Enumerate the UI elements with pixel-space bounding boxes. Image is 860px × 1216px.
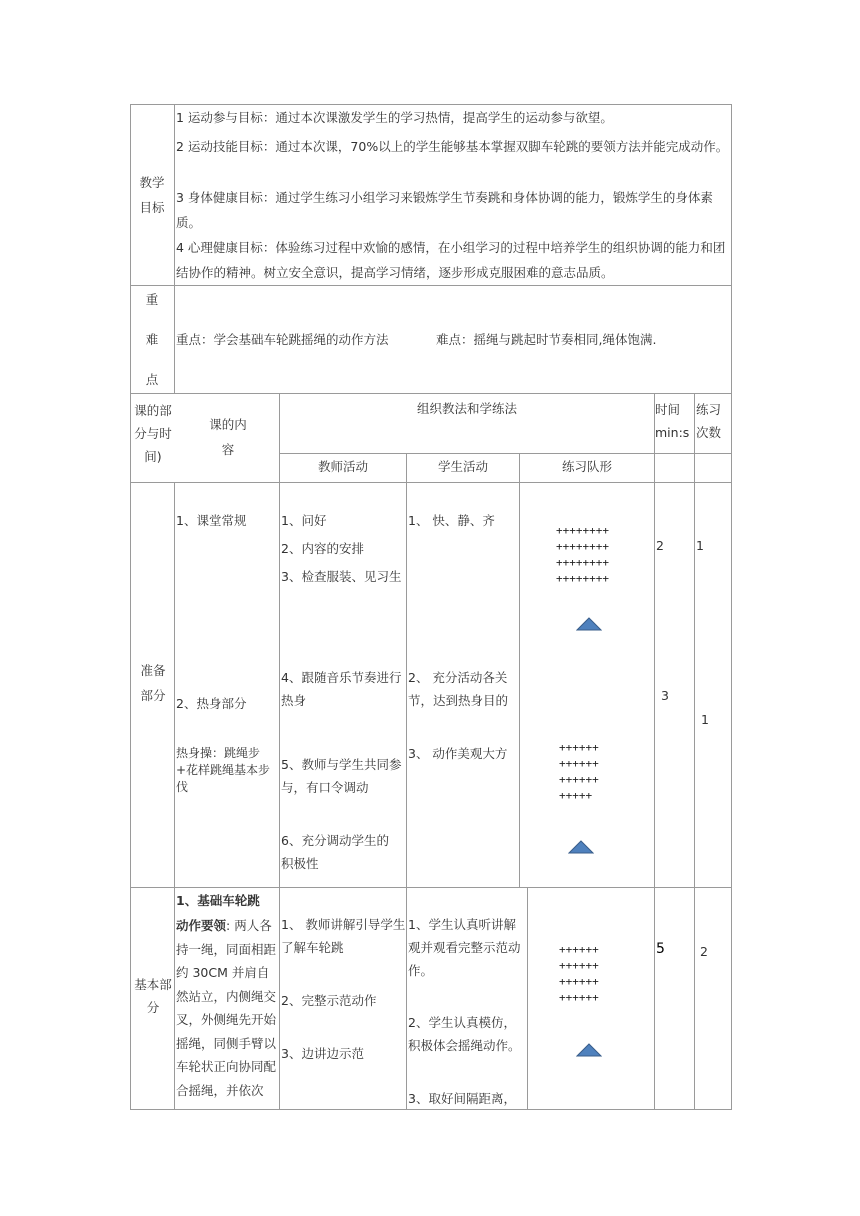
basic-time: 5 [656,941,665,957]
prep-label: 准备部分 [140,663,166,703]
prep-teacher-2: 2、内容的安排 [281,541,364,556]
prep-teacher-3: 3、检查服装、见习生 [281,569,402,584]
prep-time-2: 3 [661,688,669,703]
header-student: 学生活动 [437,459,488,474]
header-time: 时间 min:s [655,402,690,440]
formation-row: ++++++++ [556,540,609,553]
key-points-label-1: 重 [145,292,159,307]
key-points-label-2: 难 [145,332,159,347]
objective-line-2: 2 运动技能目标：通过本次课，70%以上的学生能够基本掌握双脚车轮跳的要领方法并能完成动作。 [176,139,729,154]
grid-line [406,453,407,1110]
basic-teacher-2: 2、完整示范动作 [281,993,377,1008]
grid-line [130,393,732,394]
grid-line [130,104,131,1110]
grid-line [527,887,528,1110]
formation-row: ++++++ [559,991,599,1004]
formation-row: ++++++ [559,959,599,972]
prep-student-3: 3、 动作美观大方 [408,746,508,761]
grid-line [654,393,655,1110]
grid-line [130,482,732,483]
prep-count-2: 1 [701,712,709,727]
basic-student-2: 2、学生认真模仿，积极体会摇绳动作。 [408,1015,521,1053]
basic-student-3: 3、取好间隔距离， [408,1091,516,1106]
grid-line [519,453,520,888]
basic-essentials [176,914,279,1102]
basic-student-1: 1、学生认真听讲解观并观看完整示范动作。 [408,917,521,978]
formation-row: ++++++ [559,943,599,956]
header-content: 课的内容 [209,417,247,457]
grid-line [279,453,732,454]
basic-teacher-3: 3、边讲边示范 [281,1046,364,1061]
essentials-label: 动作要领 [176,918,227,933]
basic-count: 2 [700,944,708,959]
prep-teacher-4: 4、跟随音乐节奏进行热身 [281,670,402,708]
header-count: 练习次数 [696,402,722,440]
grid-line [279,393,280,1110]
essentials-text: : 两人各持一绳，同面相距约 30CM 并肩自然站立，内侧绳交叉，外侧绳先开始摇绳，同侧手臂以车轮状正向协同配合摇绳，并依次 [176,918,277,1098]
basic-label: 基本部分 [134,977,172,1015]
formation-row: ++++++++ [556,556,609,569]
prep-time-1: 2 [656,538,664,553]
prep-teacher-1: 1、问好 [281,513,327,528]
formation-row: ++++++ [559,757,599,770]
grid-line [174,104,175,393]
objective-line-4: 4 心理健康目标：体验练习过程中欢愉的感情，在小组学习的过程中培养学生的组织协调的能力和团结协作的精神。树立安全意识，提高学习情绪，逐步形成克服困难的意志品质。 [176,240,726,280]
header-teacher: 教师活动 [317,459,368,474]
key-points-label-3: 点 [145,372,159,387]
formation-row: ++++++ [559,975,599,988]
grid-line [694,393,695,1110]
header-org: 组织教法和学练法 [416,401,517,416]
difficult-point-text: 难点：摇绳与跳起时节奏相同,绳体饱满. [436,332,657,347]
prep-content-1: 1、课堂常规 [176,513,247,528]
basic-teacher-1: 1、 教师讲解引导学生了解车轮跳 [281,917,406,955]
grid-line [731,104,732,1110]
key-point-text: 重点：学会基础车轮跳摇绳的动作方法 [176,332,389,347]
prep-count-1: 1 [696,538,704,553]
header-formation: 练习队形 [561,459,612,474]
formation-row: ++++++++ [556,572,609,585]
objective-line-3: 3 身体健康目标：通过学生练习小组学习来锻炼学生节奏跳和身体协调的能力，锻炼学生的身体素质。 [176,190,713,230]
prep-teacher-6: 6、充分调动学生的积极性 [281,833,389,871]
objective-line-1: 1 运动参与目标：通过本次课激发学生的学习热情，提高学生的运动参与欲望。 [176,110,613,125]
basic-title: 1、基础车轮跳 [176,893,260,908]
grid-line [130,887,732,888]
prep-student-1: 1、 快、静、齐 [408,513,495,528]
prep-student-2: 2、 充分活动各关节，达到热身目的 [408,670,509,708]
formation-row: ++++++ [559,741,599,754]
formation-row: ++++++++ [556,524,609,537]
formation-row: +++++ [559,789,593,802]
prep-content-3: 热身操：跳绳步+花样跳绳基本步伐 [176,746,271,794]
header-part: 课的部分与时间) [134,403,172,464]
prep-content-2: 2、热身部分 [176,696,247,711]
grid-line [130,285,732,286]
formation-row: ++++++ [559,773,599,786]
objectives-label: 教学目标 [139,175,165,215]
grid-line [174,482,175,1110]
prep-teacher-5: 5、教师与学生共同参与，有口令调动 [281,757,402,795]
